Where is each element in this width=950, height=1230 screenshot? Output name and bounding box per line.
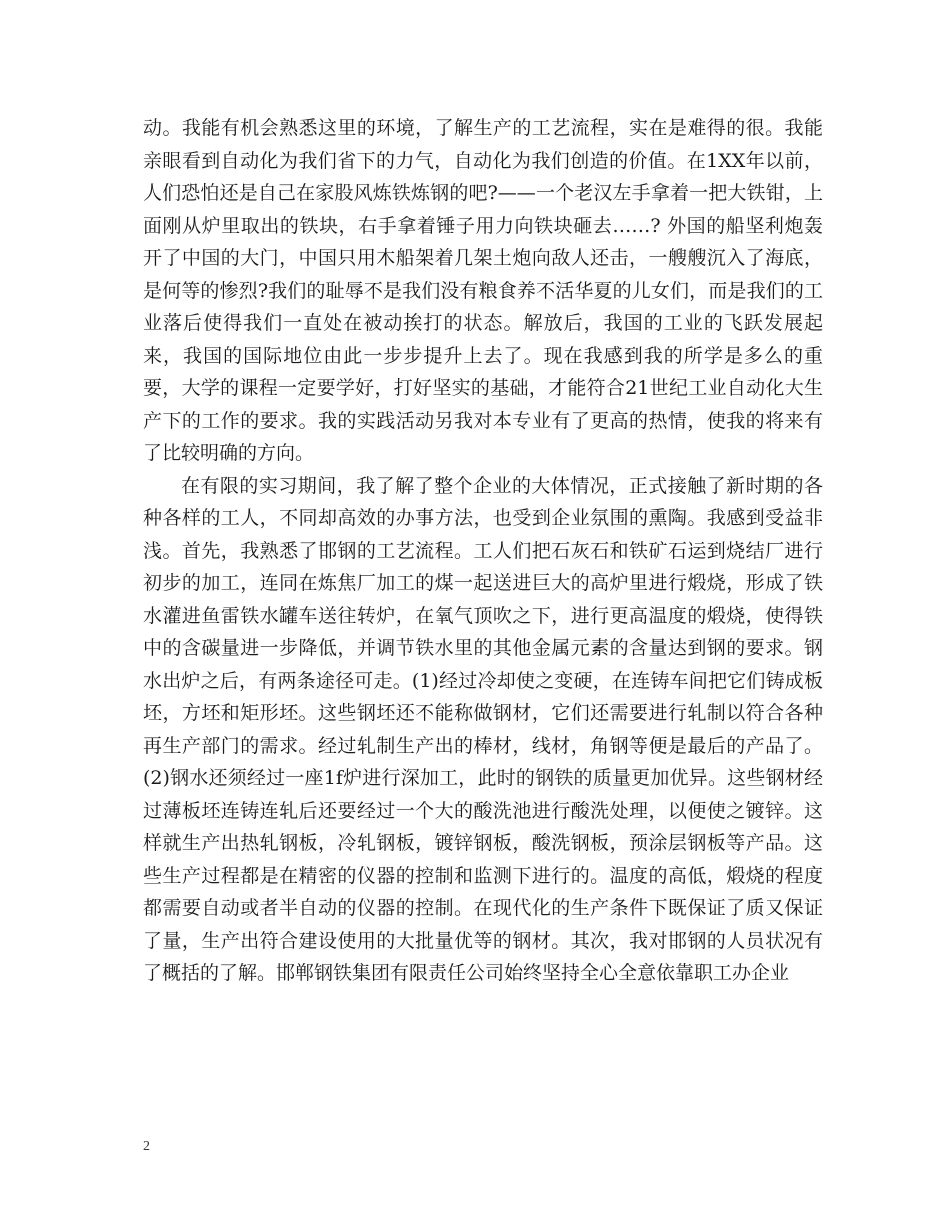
page-number: 2 xyxy=(143,1139,150,1154)
body-text xyxy=(143,112,823,990)
paragraph-2: 在有限的实习期间，我了解了整个企业的大体情况，正式接触了新时期的各种各样的工人，不同却高效的办事方法，也受到企业氛围的熏陶。我感到受益非浅。首先，我熟悉了邯钢的工艺流程。工人们把石灰石和铁矿石运到烧结厂进行初步的加工，连同在炼焦厂加工的煤一起送进巨大的高炉里进行煅烧，形成了铁水灌进鱼雷铁水罐车送往转炉，在氧气顶吹之下，进行更高温度的煅烧，使得铁中的含碳量进一步降低，并调节铁水里的其他金属元素的含量达到钢的要求。钢水出炉之后，有两条途径可走。(1)经过冷却使之变硬，在连铸车间把它们铸成板坯，方坯和矩形坯。这些钢坯还不能称做钢材，它们还需要进行轧制以符合各种再生产部门的需求。经过轧制生产出的棒材，线材，角钢等便是最后的产品了。(2)钢水还须经过一座1f炉进行深加工，此时的钢铁的质量更加优异。这些钢材经过薄板坯连铸连轧后还要经过一个大的酸洗池进行酸洗处理，以便使之镀锌。这样就生产出热轧钢板，冷轧钢板，镀锌钢板，酸洗钢板，预涂层钢板等产品。这些生产过程都是在精密的仪器的控制和监测下进行的。温度的高低，煅烧的程度都需要自动或者半自动的仪器的控制。在现代化的生产条件下既保证了质又保证了量，生产出符合建设使用的大批量优等的钢材。其次，我对邯钢的人员状况有了概括的了解。邯郸钢铁集团有限责任公司始终坚持全心全意依靠职工办企业 xyxy=(143,474,823,984)
paragraph-1: 动。我能有机会熟悉这里的环境，了解生产的工艺流程，实在是难得的很。我能亲眼看到自动化为我们省下的力气，自动化为我们创造的价值。在1XX年以前，人们恐怕还是自己在家股风炼铁炼钢的吧?——一个老汉左手拿着一把大铁钳，上面刚从炉里取出的铁块，右手拿着锤子用力向铁块砸去……? 外国的船坚利炮轰开了中国的大门，中国只用木船架着几架土炮向敌人还击，一艘艘沉入了海底，是何等的惨烈?我们的耻辱不是我们没有粮食养不活华夏的儿女们，而是我们的工业落后使得我们一直处在被动挨打的状态。解放后，我国的工业的飞跃发展起来，我国的国际地位由此一步步提升上去了。现在我感到我的所学是多么的重要，大学的课程一定要学好，打好坚实的基础，才能符合21世纪工业自动化大生产下的工作的要求。我的实践活动另我对本专业有了更高的热情，使我的将来有了比较明确的方向。 xyxy=(143,117,823,464)
